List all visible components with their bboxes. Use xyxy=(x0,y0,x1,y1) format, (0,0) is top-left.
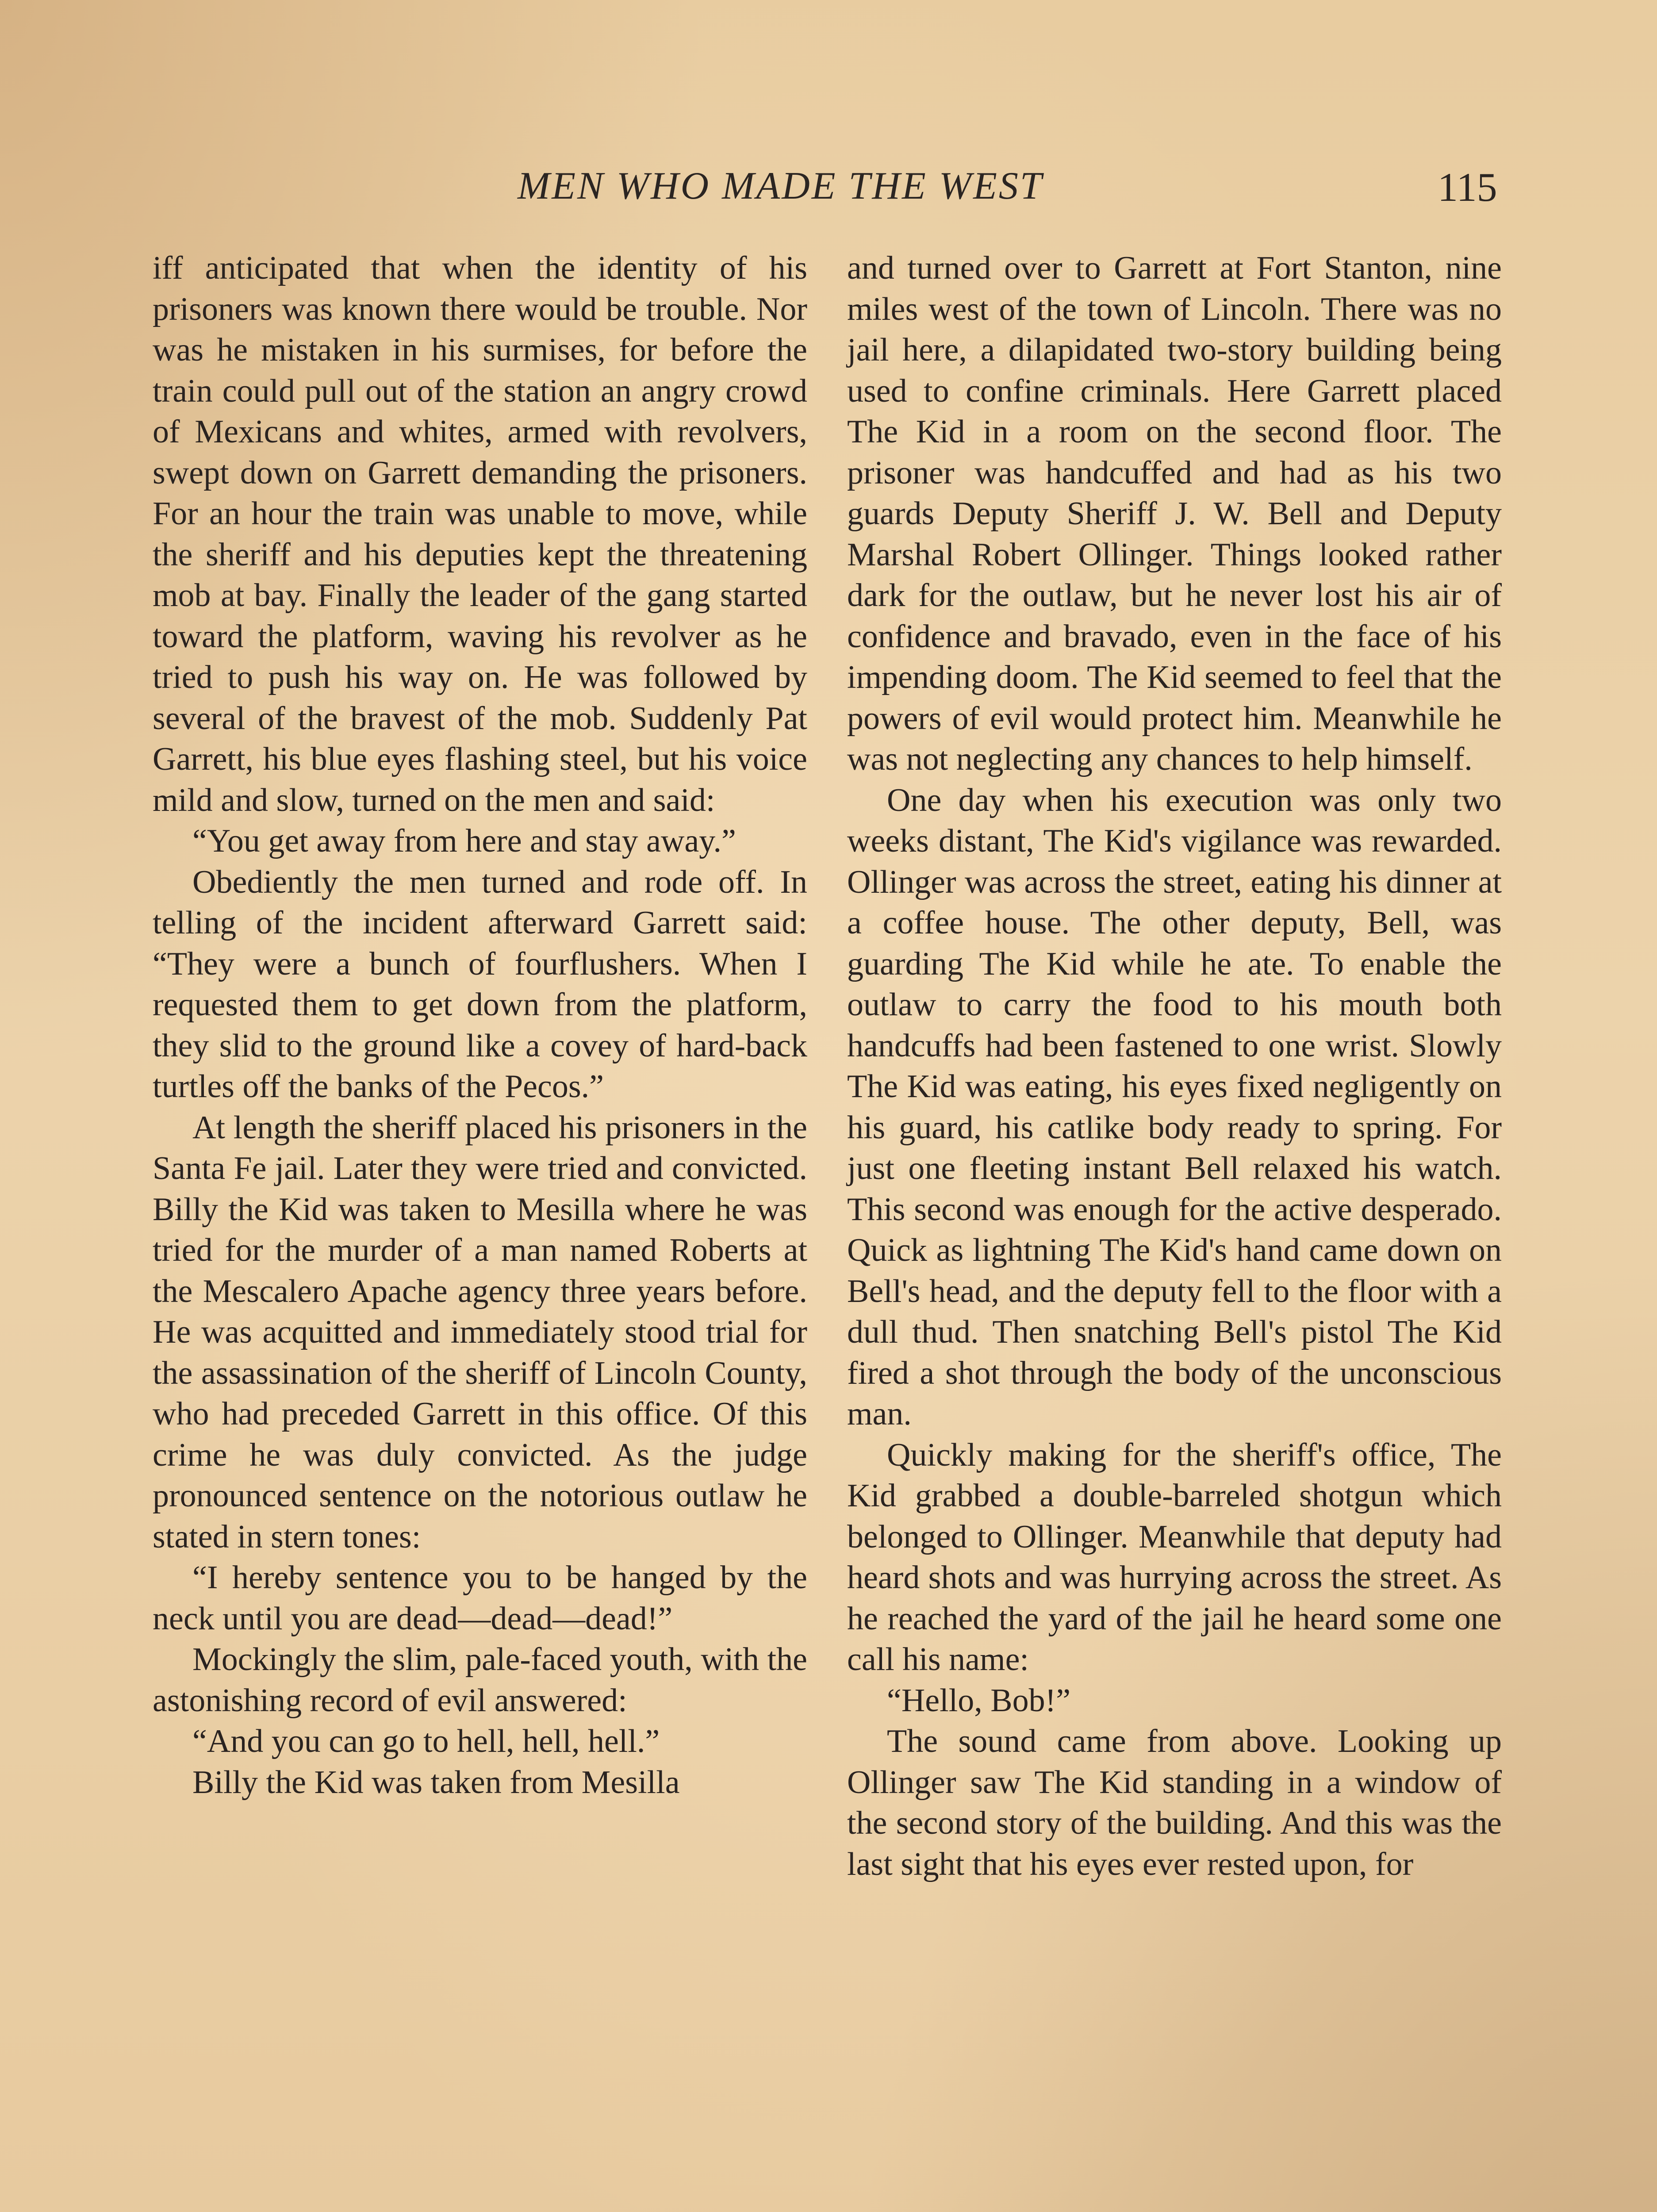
right-column xyxy=(847,248,1502,1885)
paragraph: iff anticipated that when the identity of his prisoners was known there would be trouble. Nor was he mistaken in his surmises, for before the train could pull out of the station an angry crowd of Mexicans and whites, armed with revolvers, swept down on Garrett demanding the prisoners. For an hour the train was unable to move, while the sheriff and his deputies kept the threatening mob at bay. Finally the leader of the gang started toward the platform, waving his revolver as he tried to push his way on. He was followed by several of the bravest of the mob. Suddenly Pat Garrett, his blue eyes flashing steel, but his voice mild and slow, turned on the men and said: xyxy=(153,250,807,818)
page-number: 115 xyxy=(1438,165,1497,210)
left-column xyxy=(153,248,807,1803)
paragraph: and turned over to Garrett at Fort Stanton, nine miles west of the town of Lincoln. There was no jail here, a dilapidated two-story building being used to confine criminals. Here Garrett placed The Kid in a room on the second floor. The prisoner was handcuffed and had as his two guards Deputy Sheriff J. W. Bell and Deputy Marshal Robert Ollinger. Things looked rather dark for the outlaw, but he never lost his air of confidence and bravado, even in the face of his impending doom. The Kid seemed to feel that the powers of evil would protect him. Meanwhile he was not neglecting any chances to help himself. xyxy=(847,250,1502,777)
paragraph: Quickly making for the sheriff's office, The Kid grabbed a double-barreled shotgun which belonged to Ollinger. Meanwhile that deputy had heard shots and was hurrying across the street. As he reached the yard of the jail he heard some one call his name: xyxy=(847,1436,1502,1678)
paragraph: “I hereby sentence you to be hanged by the neck until you are dead—dead—dead!” xyxy=(153,1559,807,1637)
paragraph: “Hello, Bob!” xyxy=(887,1682,1071,1719)
paragraph: At length the sheriff placed his prisoners in the Santa Fe jail. Later they were tried and convicted. Billy the Kid was taken to Mesilla where he was tried for the murder of a man named Roberts at the Mescalero Apache agency three years before. He was acquitted and immediately stood trial for the assassination of the sheriff of Lincoln County, who had preceded Garrett in this office. Of this crime he was duly convicted. As the judge pronounced sentence on the notorious outlaw he stated in stern tones: xyxy=(153,1109,807,1555)
paragraph: One day when his execution was only two weeks distant, The Kid's vigilance was rewarded. Ollinger was across the street, eating his dinner at a coffee house. The other deputy, Bell, was guarding The Kid while he ate. To enable the outlaw to carry the food to his mouth both handcuffs had been fastened to one wrist. Slowly The Kid was eating, his eyes fixed negligently on his guard, his catlike body ready to spring. For just one fleeting instant Bell relaxed his watch. This second was enough for the active desperado. Quick as lightning The Kid's hand came down on Bell's head, and the deputy fell to the floor with a dull thud. Then snatching Bell's pistol The Kid fired a shot through the body of the unconscious man. xyxy=(847,782,1502,1432)
paragraph: “You get away from here and stay away.” xyxy=(192,823,736,859)
paragraph: Mockingly the slim, pale-faced youth, with the astonishing record of evil answered: xyxy=(153,1641,807,1719)
paragraph: Obediently the men turned and rode off. In telling of the incident afterward Garrett said: “They were a bunch of fourflushers. When I requested them to get down from the platform, they slid to the ground like a covey of hard-back turtles off the banks of the Pecos.” xyxy=(153,864,807,1105)
running-title: MEN WHO MADE THE WEST xyxy=(518,165,1043,207)
paragraph: “And you can go to hell, hell, hell.” xyxy=(192,1723,660,1759)
paragraph: The sound came from above. Looking up Ollinger saw The Kid standing in a window of the second story of the building. And this was the last sight that his eyes ever rested upon, for xyxy=(847,1723,1502,1882)
paragraph: Billy the Kid was taken from Mesilla xyxy=(192,1764,680,1801)
